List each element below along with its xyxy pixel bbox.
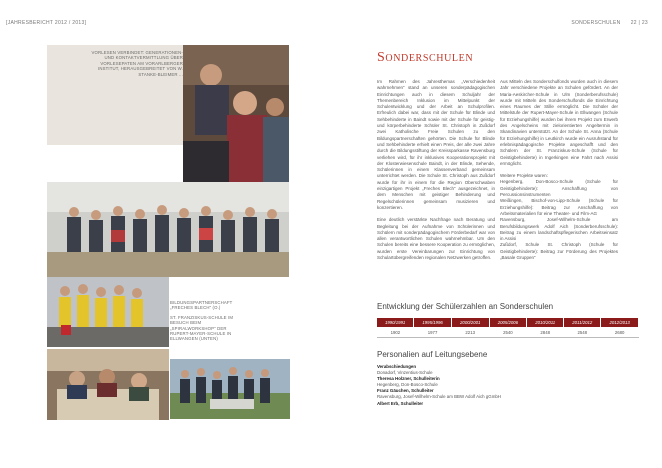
count-cell: 2848 [527,327,564,338]
list-item: Franz Gäuchen, Schulleiter Ravensburg, Josef-Wilhelm-Schule am BBW Adolf Aich gGmbH [377,388,501,400]
table-header-row [377,318,639,327]
list-item: Theresa Holzner, Schulleiterin Hegenberg, Don-Bosco-Schule [377,376,440,388]
photo-group-audience [47,182,289,277]
section-name: SONDERSCHULEN [571,20,621,26]
report-header: [JAHRESBERICHT 2012 / 2013] [6,20,87,26]
caption-brass-band: BILDUNGSPARTNERSCHAFT „FRECHES BLECH“ (O.) [170,300,233,311]
count-cell: 2548 [564,327,601,338]
year-header: 2010/2011 [527,318,564,327]
people-list [377,364,577,407]
project-item: Hegenberg, Don-Bosco-Schule (Schule für Geistigbehinderte): Anschaffung von Percussionsinstrumenten [500,179,618,198]
year-header: 1995/1996 [414,318,452,327]
paragraph: Weitere Projekte waren: [500,173,548,179]
photo-workshop-table [47,349,169,420]
project-item: Zußdorf, Schule St. Christoph (Schule für Geistigbehinderte): Beitrag zur Förderung des Projektes „Basale Gruppen“ [500,242,618,261]
count-cell: 2540 [489,327,527,338]
people-heading: Personalien auf Leitungsebene [377,350,488,359]
count-cell: 2213 [451,327,489,338]
page-header [571,20,648,26]
article-column-2 [500,79,618,261]
project-item: Ravensburg, Josef-Wilhelm-Schule am Berufsbildungswerk Adolf Aich (Sonderberufsschule): Beitrag zu einem landschaftspflegerischen Arbeitseinsatz in Assisi [500,217,618,242]
page-number: 22 | 23 [630,20,648,26]
photo-caption-bottom [170,300,242,342]
article-column-1 [377,79,495,267]
table-row [377,327,639,338]
count-cell: 1902 [377,327,414,338]
paragraph: Im Rahmen des Jahresthemas „Verschiedenheit wahrnehmen“ stand an unseren sonderpädagogischen Einrichtungen auch in diesem Schuljahr der Themenbereich Inklusion im Mittelpunkt der Schulentwicklung und der Arbeit an Schulprofilen. Erfreulich dabei war, dass mit der Schule für Blinde und Sehbehinderte in Baindt sowie mit der Schule für geistig- und körperbehinderte Schüler St. Christoph in Zußdorf zwei Katholische Freie Schulen zu den Bildungspartnerschaften gehörten. Die Schule für Blinde und Sehbehinderte erhielt einen Preis, der alle zwei Jahre durch die Bildungsstiftung der Kreissparkasse Ravensburg verliehen wird, für ihr inklusives Kooperationsprojekt mit der Klosterwiesenschule Baindt, in der Blinde, Sehende, Schülerinnen in einem Klassenverband gemeinsam unterrichtet werden. Die Schule St. Christoph aus Zußdorf wurde für ihr in einem für die Region Oberschwaben einzigartigen Projekt „Freches Blech“ ausgezeichnet, in dem Menschen mit geistiger Behinderung und Regelschülerinnen gemeinsam musizieren und konzertieren. [377,79,495,210]
photo-caption-top: VORLESEN VERBINDET: GENERATIONEN- UND KONTAKTVERMITTLUNG ÜBER VORLESEPATEN AM VORARLBERGER INSTITUT, HERAUSGEBREITET VON W. STANKE-BLEIMER ... [91,50,183,77]
paragraph: Aus Mitteln des Sonderschulfonds wurden auch in diesem Jahr verschiedene Projekte an Schulen gefördert. An der Maria-Aeskircher-Schule in Ulm (Sonderberufsschule) wurde mit Mitteln des Sonderschulfonds die Einrichtung eines Raumes der Stille ermöglicht. Die Schüler der Mittelstufe der Rupert-Mayer-Schule in Ellwangen (Schule für Erziehungshilfe) wurden bei ihrem Projekt zum Erwerb des Angelscheins mit zielorientierten Angeltermin in Skandinavien unterstützt. An der Schule St. Anna (Schule für Erziehungshilfe) in Leutkirch wurde ein Ausruhstand für erlebnispädagogische Projekte angeschafft und den Schülern der St. Franziskus-Schule (Schule für Geistigbehinderte) in Ingerkingen eine Fahrt nach Assisi ermöglicht. [500,79,618,166]
caption-workshop: ST. FRANZISKUS-SCHULE IM BESUCH BEIM „SPIRALWORKSHOP“ DER RUPERT-MAYER-SCHULE IN ELLWANGEN (UNTEN) [170,314,234,342]
paragraph: Eine deutlich verstärkte Nachfrage nach Beratung und Begleitung bei der Aufnahme von Schülerinnen und Schülern mit sonderpädagogischem Förderbedarf war von allen verantwortlichen Schulen wahrnehmbar. Um den Schulen bereits eine bessere Kooperation zu ermöglichen, wurden erste Vereinbarungen zur Einrichtung von Schulartübergreifenden regionalen Netzwerken getroffen. [377,217,495,261]
count-cell: 2680 [601,327,639,338]
year-header: 2011/2012 [564,318,601,327]
article-title: Sonderschulen [377,50,474,65]
year-header: 2005/2006 [489,318,527,327]
student-numbers-table [377,318,639,338]
photo-classroom [183,45,289,183]
count-cell: 1977 [414,327,452,338]
list-item: Verabschiedungen Donadorf, Vinzentius-Schule [377,364,433,376]
list-item: Albert Erb, Schulleiter [377,400,424,406]
photo-outdoor-group [170,359,290,419]
project-item: Weißingen, Bischof-von-Lipp-Schule (Schule für Erziehungshilfe): Beitrag zur Anschaffung von Arbeitsmaterialien für eine Theater- und Film-AG [500,198,618,216]
year-header: 2012/2013 [601,318,639,327]
stats-heading: Entwicklung der Schülerzahlen an Sonderschulen [377,302,554,311]
year-header: 1990/1991 [377,318,414,327]
year-header: 2000/2001 [451,318,489,327]
photo-brass-band [47,277,169,347]
